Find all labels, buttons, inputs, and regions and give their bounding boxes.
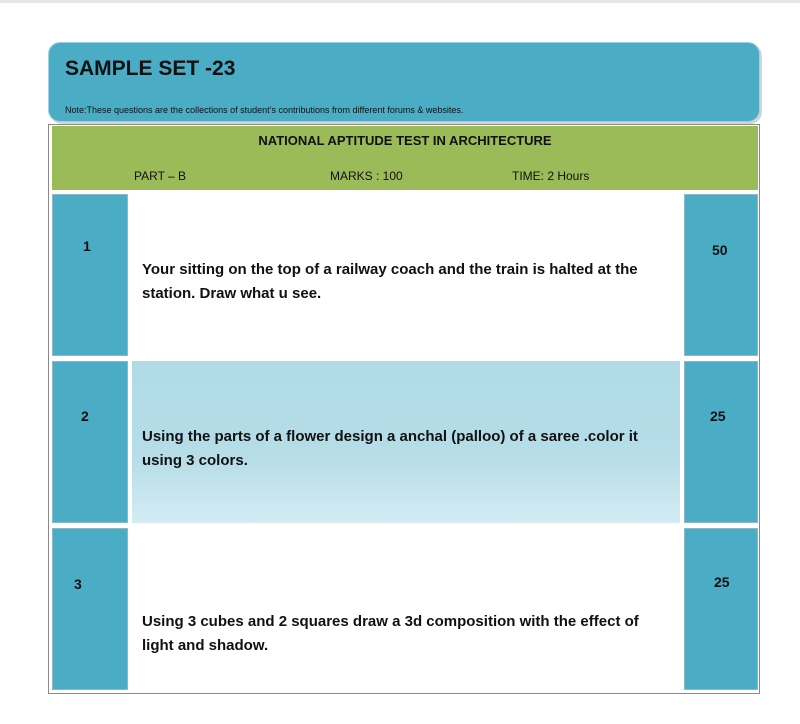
question-cell xyxy=(132,361,680,523)
exam-part: PART – B xyxy=(134,169,187,183)
question-row-2 xyxy=(52,361,758,523)
question-text: Your sitting on the top of a railway coach and the train is halted at the station. Draw what u see. xyxy=(142,261,638,302)
question-number: 2 xyxy=(81,408,89,424)
question-number-cell xyxy=(52,194,128,356)
question-marks: 25 xyxy=(714,574,730,590)
exam-header xyxy=(52,126,758,190)
banner-note: Note:These questions are the collections of student’s contributions from different forums & websites. xyxy=(65,105,464,115)
top-rule xyxy=(0,0,800,3)
question-number: 1 xyxy=(83,238,91,254)
question-row-1 xyxy=(52,194,758,356)
row-separator xyxy=(52,357,758,360)
banner-title: SAMPLE SET -23 xyxy=(65,57,236,80)
exam-total-marks: MARKS : 100 xyxy=(330,169,403,183)
question-row-3 xyxy=(52,528,758,690)
question-number-cell xyxy=(52,528,128,690)
question-number-cell xyxy=(52,361,128,523)
exam-time: TIME: 2 Hours xyxy=(512,169,590,183)
question-text: Using 3 cubes and 2 squares draw a 3d composition with the effect of light and shadow. xyxy=(142,613,639,654)
question-marks: 25 xyxy=(710,408,726,424)
question-text: Using the parts of a flower design a anchal (palloo) of a saree .color it using 3 colors. xyxy=(142,428,638,469)
question-marks-cell xyxy=(684,361,758,523)
question-marks-cell xyxy=(684,194,758,356)
exam-title: NATIONAL APTITUDE TEST IN ARCHITECTURE xyxy=(258,133,552,148)
question-marks-cell xyxy=(684,528,758,690)
question-marks: 50 xyxy=(712,242,728,258)
sample-set-banner xyxy=(48,42,760,122)
row-separator xyxy=(52,524,758,527)
question-cell xyxy=(132,528,680,690)
question-number: 3 xyxy=(74,576,82,592)
question-cell xyxy=(132,194,680,356)
